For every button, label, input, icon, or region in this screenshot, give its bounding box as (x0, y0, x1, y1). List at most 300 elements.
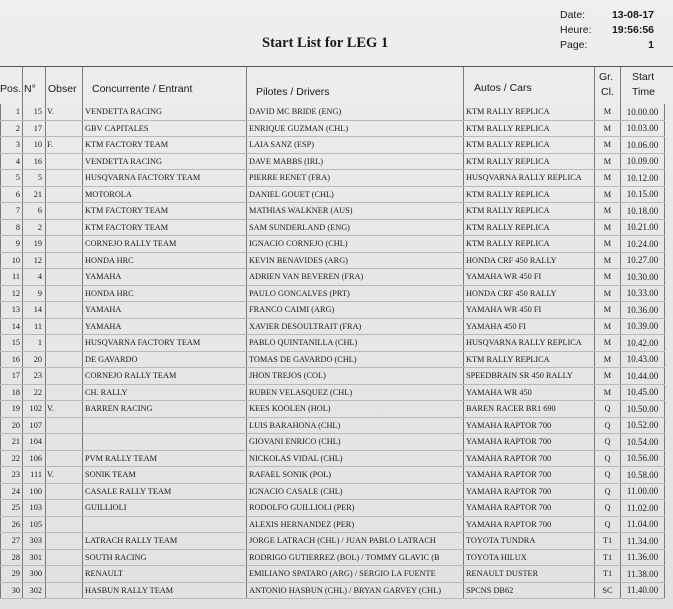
table-row (1, 153, 665, 170)
table-row (1, 450, 665, 467)
table-row (1, 269, 665, 286)
cell-observation (46, 368, 83, 385)
cell-start-time: 10.52.00 (621, 417, 665, 434)
table-row (1, 483, 665, 500)
cell-start-time: 11.00.00 (621, 483, 665, 500)
cell-pos: 23 (1, 467, 23, 484)
cell-entrant: SOUTH RACING (83, 549, 247, 566)
cell-start-time: 10.56.00 (621, 450, 665, 467)
cell-start-time: 11.40.00 (621, 582, 665, 599)
cell-car: KTM RALLY REPLICA (464, 137, 595, 154)
cell-number: 301 (23, 549, 46, 566)
cell-pos: 14 (1, 318, 23, 335)
table-body (1, 104, 665, 599)
cell-number: 9 (23, 285, 46, 302)
cell-observation (46, 582, 83, 599)
cell-start-time: 10.09.00 (621, 153, 665, 170)
cell-pos: 5 (1, 170, 23, 187)
cell-car: YAMAHA 450 FI (464, 318, 595, 335)
document-meta (560, 8, 654, 53)
cell-driver: ENRIQUE GUZMAN (CHL) (247, 120, 464, 137)
cell-pos: 10 (1, 252, 23, 269)
cell-entrant: YAMAHA (83, 302, 247, 319)
cell-car: BAREN RACER BR1 690 (464, 401, 595, 418)
cell-car: YAMAHA WR 450 FI (464, 269, 595, 286)
cell-entrant: CASALE RALLY TEAM (83, 483, 247, 500)
table-row (1, 104, 665, 120)
cell-car: YAMAHA WR 450 (464, 384, 595, 401)
cell-entrant: VENDETTA RACING (83, 104, 247, 120)
cell-entrant: HONDA HRC (83, 285, 247, 302)
cell-start-time: 10.42.00 (621, 335, 665, 352)
cell-start-time: 11.02.00 (621, 500, 665, 517)
cell-entrant: GBV CAPITALES (83, 120, 247, 137)
cell-number: 1 (23, 335, 46, 352)
cell-number: 4 (23, 269, 46, 286)
cell-pos: 4 (1, 153, 23, 170)
cell-observation (46, 269, 83, 286)
cell-car: YAMAHA RAPTOR 700 (464, 417, 595, 434)
cell-number: 16 (23, 153, 46, 170)
cell-number: 10 (23, 137, 46, 154)
cell-car: SPEEDBRAIN SR 450 RALLY (464, 368, 595, 385)
header-divider (463, 67, 464, 104)
cell-pos: 20 (1, 417, 23, 434)
table-row (1, 302, 665, 319)
cell-start-time: 10.06.00 (621, 137, 665, 154)
table-row (1, 203, 665, 220)
cell-driver: IGNACIO CORNEJO (CHL) (247, 236, 464, 253)
cell-driver: DAVID MC BRIDE (ENG) (247, 104, 464, 120)
cell-driver: RAFAEL SONIK (POL) (247, 467, 464, 484)
cell-number: 2 (23, 219, 46, 236)
cell-entrant: HUSQVARNA FACTORY TEAM (83, 170, 247, 187)
table-row (1, 516, 665, 533)
cell-pos: 21 (1, 434, 23, 451)
cell-number: 103 (23, 500, 46, 517)
cell-driver: ALEXIS HERNANDEZ (PER) (247, 516, 464, 533)
table-row (1, 236, 665, 253)
cell-pos: 24 (1, 483, 23, 500)
cell-number: 104 (23, 434, 46, 451)
cell-car: HONDA CRF 450 RALLY (464, 252, 595, 269)
cell-entrant: DE GAVARDO (83, 351, 247, 368)
cell-observation: V. (46, 467, 83, 484)
cell-group: M (595, 269, 621, 286)
cell-start-time: 10.24.00 (621, 236, 665, 253)
cell-car: SPCNS DB62 (464, 582, 595, 599)
table-row (1, 549, 665, 566)
cell-car: RENAULT DUSTER (464, 566, 595, 583)
cell-entrant: CH. RALLY (83, 384, 247, 401)
cell-driver: FRANCO CAIMI (ARG) (247, 302, 464, 319)
cell-pos: 8 (1, 219, 23, 236)
cell-pos: 22 (1, 450, 23, 467)
cell-group: SC (595, 582, 621, 599)
cell-pos: 11 (1, 269, 23, 286)
cell-number: 12 (23, 252, 46, 269)
cell-driver: RODOLFO GUILLIOLI (PER) (247, 500, 464, 517)
cell-pos: 18 (1, 384, 23, 401)
cell-pos: 1 (1, 104, 23, 120)
cell-group: M (595, 335, 621, 352)
cell-entrant: CORNEJO RALLY TEAM (83, 368, 247, 385)
cell-start-time: 10.18.00 (621, 203, 665, 220)
start-list-table (0, 104, 665, 599)
table-row (1, 434, 665, 451)
cell-start-time: 11.36.00 (621, 549, 665, 566)
cell-observation (46, 384, 83, 401)
cell-observation: F. (46, 137, 83, 154)
date-label: Date: (560, 9, 586, 21)
cell-car: YAMAHA RAPTOR 700 (464, 467, 595, 484)
cell-driver: DANIEL GOUET (CHL) (247, 186, 464, 203)
cell-observation (46, 186, 83, 203)
cell-driver: XAVIER DESOULTRAIT (FRA) (247, 318, 464, 335)
cell-observation (46, 450, 83, 467)
cell-start-time: 11.04.00 (621, 516, 665, 533)
cell-start-time: 10.33.00 (621, 285, 665, 302)
cell-driver: TOMAS DE GAVARDO (CHL) (247, 351, 464, 368)
cell-observation (46, 549, 83, 566)
cell-entrant: GUILLIOLI (83, 500, 247, 517)
cell-group: Q (595, 434, 621, 451)
cell-car: KTM RALLY REPLICA (464, 120, 595, 137)
table-row (1, 384, 665, 401)
cell-pos: 15 (1, 335, 23, 352)
cell-entrant: YAMAHA (83, 318, 247, 335)
table-row (1, 285, 665, 302)
cell-driver: SAM SUNDERLAND (ENG) (247, 219, 464, 236)
cell-group: M (595, 104, 621, 120)
cell-pos: 7 (1, 203, 23, 220)
cell-driver: NICKOLAS VIDAL (CHL) (247, 450, 464, 467)
cell-car: YAMAHA RAPTOR 700 (464, 450, 595, 467)
table-row (1, 170, 665, 187)
table-row (1, 318, 665, 335)
cell-group: T1 (595, 549, 621, 566)
cell-driver: MATHIAS WALKNER (AUS) (247, 203, 464, 220)
cell-car: HUSQVARNA RALLY REPLICA (464, 170, 595, 187)
cell-number: 11 (23, 318, 46, 335)
cell-pos: 17 (1, 368, 23, 385)
cell-entrant: LATRACH RALLY TEAM (83, 533, 247, 550)
cell-group: M (595, 137, 621, 154)
cell-entrant: RENAULT (83, 566, 247, 583)
header-divider (594, 67, 595, 104)
cell-driver: RUBEN VELASQUEZ (CHL) (247, 384, 464, 401)
cell-number: 21 (23, 186, 46, 203)
cell-group: Q (595, 467, 621, 484)
cell-driver: IGNACIO CASALE (CHL) (247, 483, 464, 500)
table-row (1, 351, 665, 368)
cell-observation (46, 203, 83, 220)
cell-observation (46, 500, 83, 517)
cell-pos: 25 (1, 500, 23, 517)
cell-number: 19 (23, 236, 46, 253)
cell-group: M (595, 252, 621, 269)
header-group-line1: Gr. (599, 71, 614, 83)
cell-pos: 26 (1, 516, 23, 533)
cell-driver: KEES KOOLEN (HOL) (247, 401, 464, 418)
cell-start-time: 10.15.00 (621, 186, 665, 203)
header-start-line2: Time (632, 86, 655, 98)
cell-observation (46, 318, 83, 335)
cell-group: Q (595, 450, 621, 467)
cell-observation (46, 434, 83, 451)
cell-number: 105 (23, 516, 46, 533)
cell-start-time: 10.58.00 (621, 467, 665, 484)
cell-number: 14 (23, 302, 46, 319)
cell-group: M (595, 318, 621, 335)
cell-observation (46, 417, 83, 434)
cell-driver: ADRIEN VAN BEVEREN (FRA) (247, 269, 464, 286)
cell-car: KTM RALLY REPLICA (464, 153, 595, 170)
cell-start-time: 10.12.00 (621, 170, 665, 187)
cell-start-time: 10.36.00 (621, 302, 665, 319)
cell-driver: EMILIANO SPATARO (ARG) / SERGIO LA FUENTE (247, 566, 464, 583)
cell-number: 302 (23, 582, 46, 599)
cell-entrant: SONIK TEAM (83, 467, 247, 484)
cell-group: M (595, 153, 621, 170)
date-value: 13-08-17 (611, 9, 654, 21)
cell-group: M (595, 170, 621, 187)
table-row (1, 533, 665, 550)
cell-number: 111 (23, 467, 46, 484)
cell-start-time: 10.00.00 (621, 104, 665, 120)
cell-number: 100 (23, 483, 46, 500)
cell-entrant: HASBUN RALLY TEAM (83, 582, 247, 599)
cell-driver: PAULO GONCALVES (PRT) (247, 285, 464, 302)
cell-car: KTM RALLY REPLICA (464, 219, 595, 236)
cell-car: KTM RALLY REPLICA (464, 236, 595, 253)
cell-number: 20 (23, 351, 46, 368)
cell-driver: LUIS BARAHONA (CHL) (247, 417, 464, 434)
header-obs: Obser (48, 83, 77, 95)
table-row (1, 252, 665, 269)
cell-entrant: HONDA HRC (83, 252, 247, 269)
cell-observation (46, 302, 83, 319)
cell-start-time: 10.43.00 (621, 351, 665, 368)
table-row (1, 582, 665, 599)
table-row (1, 335, 665, 352)
cell-observation (46, 219, 83, 236)
cell-number: 23 (23, 368, 46, 385)
table-row (1, 500, 665, 517)
cell-group: Q (595, 401, 621, 418)
cell-driver: PIERRE RENET (FRA) (247, 170, 464, 187)
time-value: 19:56:56 (611, 24, 654, 36)
cell-group: Q (595, 516, 621, 533)
cell-pos: 19 (1, 401, 23, 418)
cell-observation (46, 285, 83, 302)
table-row (1, 566, 665, 583)
cell-start-time: 10.54.00 (621, 434, 665, 451)
cell-pos: 30 (1, 582, 23, 599)
header-cars: Autos / Cars (474, 82, 532, 94)
cell-group: M (595, 351, 621, 368)
table-row (1, 417, 665, 434)
cell-observation (46, 120, 83, 137)
cell-start-time: 10.44.00 (621, 368, 665, 385)
cell-entrant: KTM FACTORY TEAM (83, 219, 247, 236)
cell-observation (46, 483, 83, 500)
page-label: Page: (560, 39, 588, 51)
cell-observation (46, 533, 83, 550)
cell-observation (46, 170, 83, 187)
cell-start-time: 10.50.00 (621, 401, 665, 418)
header-divider (620, 67, 621, 104)
cell-group: Q (595, 417, 621, 434)
meta-page (560, 38, 654, 53)
cell-car: YAMAHA RAPTOR 700 (464, 434, 595, 451)
cell-driver: ANTONIO HASBUN (CHL) / BRYAN GARVEY (CHL) (247, 582, 464, 599)
meta-time (560, 23, 654, 38)
cell-start-time: 10.21.00 (621, 219, 665, 236)
cell-car: YAMAHA RAPTOR 700 (464, 483, 595, 500)
cell-pos: 13 (1, 302, 23, 319)
cell-entrant (83, 516, 247, 533)
cell-entrant: KTM FACTORY TEAM (83, 137, 247, 154)
cell-pos: 12 (1, 285, 23, 302)
cell-start-time: 10.39.00 (621, 318, 665, 335)
table-row (1, 120, 665, 137)
cell-pos: 9 (1, 236, 23, 253)
table-row (1, 186, 665, 203)
cell-observation (46, 351, 83, 368)
cell-group: T1 (595, 566, 621, 583)
cell-driver: GIOVANI ENRICO (CHL) (247, 434, 464, 451)
cell-start-time: 10.27.00 (621, 252, 665, 269)
cell-number: 300 (23, 566, 46, 583)
cell-number: 106 (23, 450, 46, 467)
cell-start-time: 10.30.00 (621, 269, 665, 286)
cell-car: YAMAHA RAPTOR 700 (464, 500, 595, 517)
cell-group: M (595, 219, 621, 236)
cell-observation: V. (46, 104, 83, 120)
page-title: Start List for LEG 1 (262, 35, 389, 51)
cell-car: KTM RALLY REPLICA (464, 104, 595, 120)
cell-car: TOYOTA HILUX (464, 549, 595, 566)
cell-driver: KEVIN BENAVIDES (ARG) (247, 252, 464, 269)
cell-entrant: BARREN RACING (83, 401, 247, 418)
cell-car: TOYOTA TUNDRA (464, 533, 595, 550)
cell-group: T1 (595, 533, 621, 550)
cell-group: M (595, 302, 621, 319)
cell-entrant (83, 434, 247, 451)
cell-entrant: VENDETTA RACING (83, 153, 247, 170)
cell-number: 107 (23, 417, 46, 434)
cell-pos: 28 (1, 549, 23, 566)
cell-number: 303 (23, 533, 46, 550)
header-pos: Pos. (0, 83, 22, 95)
cell-pos: 2 (1, 120, 23, 137)
cell-observation: V. (46, 401, 83, 418)
header-num: N° (24, 83, 36, 95)
cell-entrant: KTM FACTORY TEAM (83, 203, 247, 220)
cell-group: Q (595, 483, 621, 500)
header-entrant: Concurrente / Entrant (92, 83, 193, 95)
cell-number: 5 (23, 170, 46, 187)
header-start-line1: Start (632, 71, 655, 83)
cell-driver: JORGE LATRACH (CHL) / JUAN PABLO LATRACH (247, 533, 464, 550)
cell-entrant: PVM RALLY TEAM (83, 450, 247, 467)
cell-group: Q (595, 500, 621, 517)
cell-group: M (595, 368, 621, 385)
cell-observation (46, 516, 83, 533)
cell-entrant: CORNEJO RALLY TEAM (83, 236, 247, 253)
cell-car: HONDA CRF 450 RALLY (464, 285, 595, 302)
cell-car: YAMAHA WR 450 FI (464, 302, 595, 319)
header-group-line2: Cl. (601, 86, 614, 98)
cell-pos: 27 (1, 533, 23, 550)
cell-pos: 3 (1, 137, 23, 154)
header-divider (82, 67, 83, 104)
header-drivers: Pilotes / Drivers (256, 86, 330, 98)
cell-group: M (595, 186, 621, 203)
header-divider (246, 67, 247, 104)
cell-observation (46, 236, 83, 253)
page-value: 1 (648, 39, 654, 51)
cell-entrant (83, 417, 247, 434)
cell-observation (46, 252, 83, 269)
cell-start-time: 10.03.00 (621, 120, 665, 137)
cell-car: YAMAHA RAPTOR 700 (464, 516, 595, 533)
table-row (1, 137, 665, 154)
cell-number: 15 (23, 104, 46, 120)
cell-start-time: 11.34.00 (621, 533, 665, 550)
cell-driver: PABLO QUINTANILLA (CHL) (247, 335, 464, 352)
cell-entrant: HUSQVARNA FACTORY TEAM (83, 335, 247, 352)
cell-pos: 29 (1, 566, 23, 583)
cell-entrant: YAMAHA (83, 269, 247, 286)
header-divider (45, 67, 46, 104)
cell-number: 6 (23, 203, 46, 220)
table-row (1, 219, 665, 236)
table-header (0, 66, 664, 102)
cell-group: M (595, 236, 621, 253)
cell-start-time: 11.38.00 (621, 566, 665, 583)
cell-observation (46, 566, 83, 583)
cell-observation (46, 335, 83, 352)
header-divider (22, 67, 23, 104)
meta-date (560, 8, 654, 23)
cell-group: M (595, 384, 621, 401)
cell-number: 17 (23, 120, 46, 137)
table-row (1, 368, 665, 385)
cell-observation (46, 153, 83, 170)
cell-start-time: 10.45.00 (621, 384, 665, 401)
cell-entrant: MOTOROLA (83, 186, 247, 203)
time-label: Heure: (560, 24, 592, 36)
cell-car: KTM RALLY REPLICA (464, 186, 595, 203)
cell-driver: DAVE MABBS (IRL) (247, 153, 464, 170)
cell-group: M (595, 203, 621, 220)
table-row (1, 467, 665, 484)
cell-pos: 6 (1, 186, 23, 203)
cell-group: M (595, 120, 621, 137)
cell-driver: RODRIGO GUTIERREZ (BOL) / TOMMY GLAVIC (B (247, 549, 464, 566)
cell-number: 22 (23, 384, 46, 401)
cell-pos: 16 (1, 351, 23, 368)
cell-number: 102 (23, 401, 46, 418)
cell-group: M (595, 285, 621, 302)
table-row (1, 401, 665, 418)
cell-driver: JHON TREJOS (COL) (247, 368, 464, 385)
cell-car: KTM RALLY REPLICA (464, 351, 595, 368)
cell-car: KTM RALLY REPLICA (464, 203, 595, 220)
cell-driver: LAIA SANZ (ESP) (247, 137, 464, 154)
